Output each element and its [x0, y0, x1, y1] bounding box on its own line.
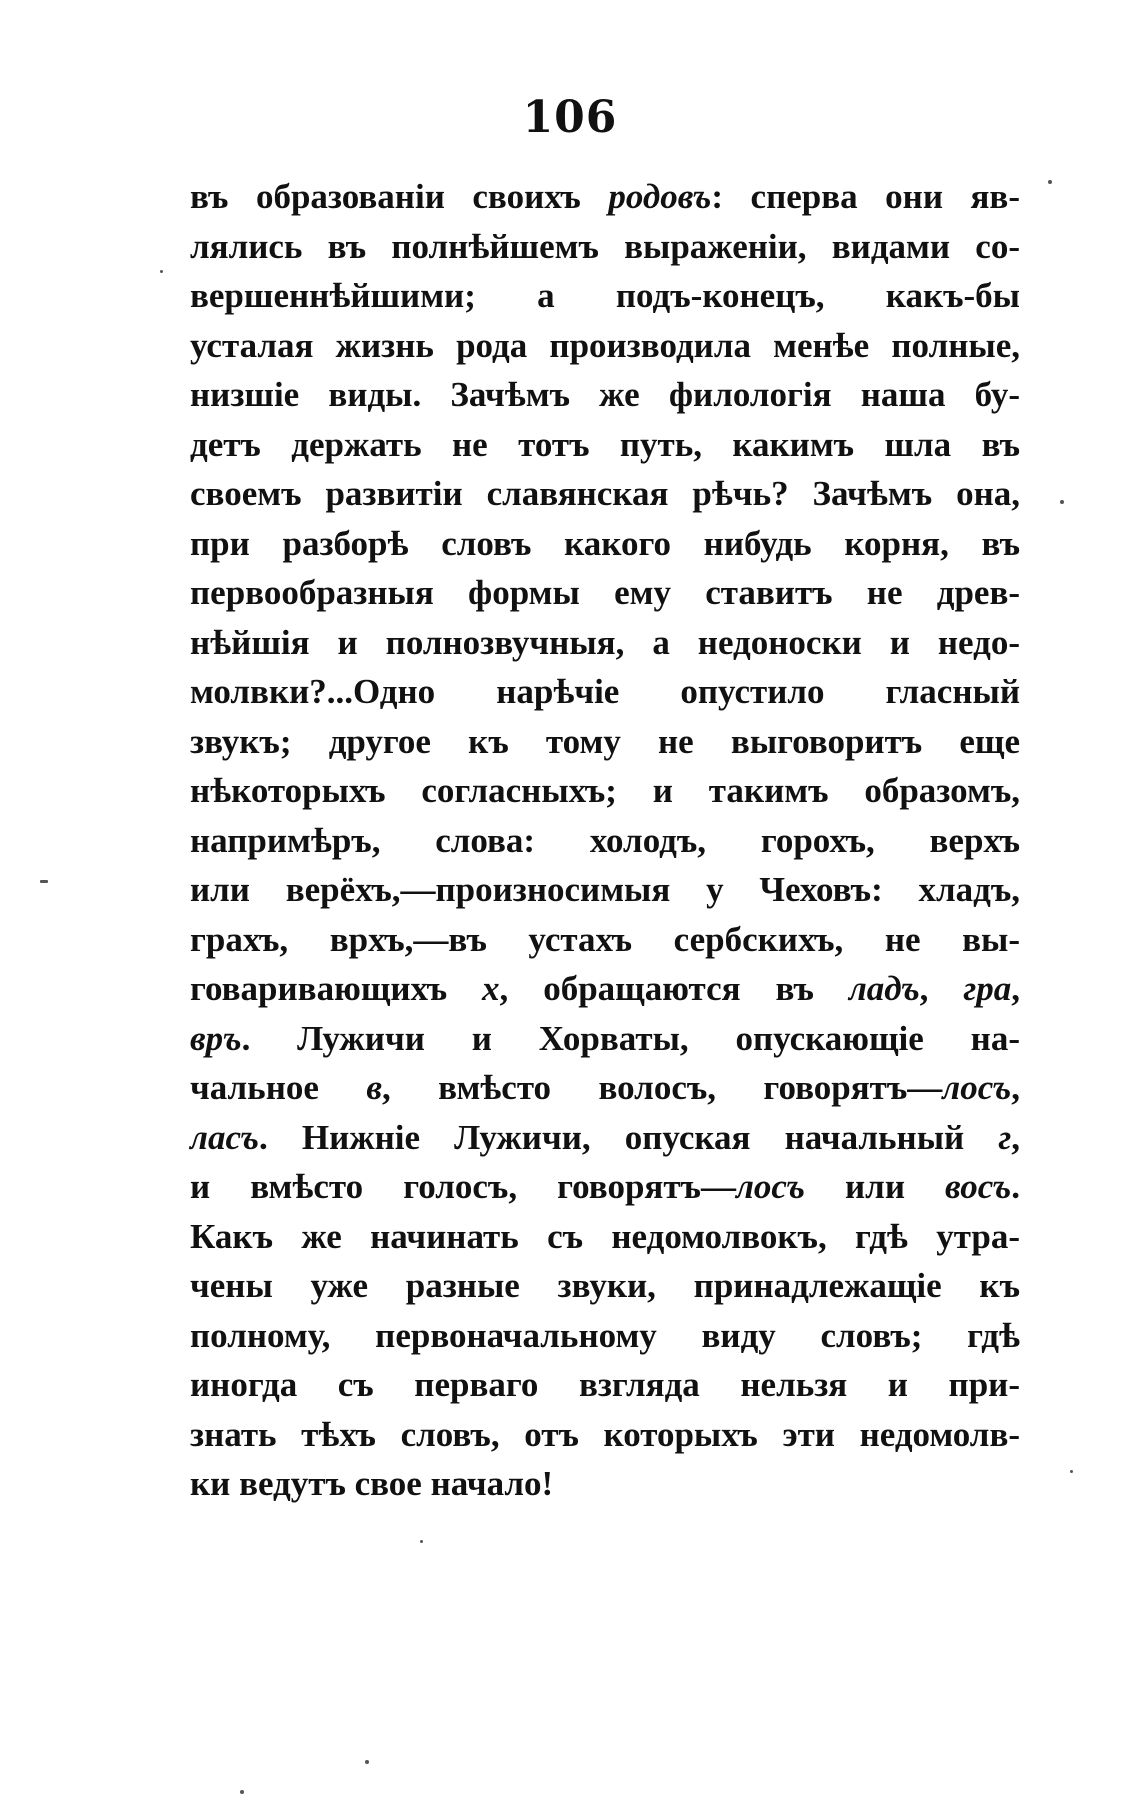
text-line	[190, 667, 1020, 717]
text-line	[190, 618, 1020, 668]
text-run: грахъ, врхъ,—въ устахъ сербскихъ, не вы-	[190, 919, 1020, 959]
text-run: , обращаются въ	[499, 969, 849, 1008]
scan-speck	[420, 1540, 423, 1543]
text-run: нѣкоторыхъ согласныхъ; и такимъ образомъ,	[190, 771, 1020, 810]
text-line	[190, 1459, 1020, 1509]
text-line	[190, 1063, 1020, 1113]
text-run: или	[804, 1167, 946, 1206]
italic-word: в	[366, 1068, 382, 1107]
text-run: въ образованіи своихъ	[190, 177, 609, 216]
text-line	[190, 964, 1020, 1014]
scan-speck	[40, 880, 48, 883]
text-run: вершеннѣйшими; а подъ-конецъ, какъ-бы	[190, 276, 1020, 315]
text-run: иногда съ перваго взгляда нельзя и при-	[190, 1365, 1020, 1404]
text-line	[190, 271, 1020, 321]
italic-word: връ	[190, 1018, 242, 1058]
text-run: . Лужичи и Хорваты, опускающіе на-	[241, 1018, 1020, 1058]
text-run: ,	[1011, 1117, 1020, 1157]
text-run: усталая жизнь рода производила менѣе полные,	[190, 325, 1020, 365]
text-line	[190, 568, 1020, 618]
text-run: первообразныя формы ему ставитъ не древ-	[190, 573, 1020, 612]
text-line	[190, 172, 1020, 222]
text-line	[190, 717, 1020, 767]
italic-word: родовъ	[608, 177, 712, 216]
scan-speck	[1070, 1470, 1073, 1473]
scan-speck	[1048, 180, 1052, 184]
text-run: детъ держать не тотъ путь, какимъ шла въ	[190, 424, 1020, 464]
text-run: ,	[1011, 1068, 1020, 1107]
text-line	[190, 222, 1020, 272]
italic-word: ладъ	[848, 969, 920, 1008]
text-run: Какъ же начинать съ недомолвокъ, гдѣ утра-	[190, 1216, 1020, 1256]
body-text	[190, 172, 1020, 1509]
text-line	[190, 1113, 1020, 1163]
text-line	[190, 1212, 1020, 1262]
text-run: лялись въ полнѣйшемъ выраженіи, видами со-	[190, 226, 1020, 266]
text-run: или верёхъ,—произносимыя у Чеховъ: хладъ,	[190, 870, 1020, 909]
scan-speck	[160, 270, 163, 273]
text-run: чены уже разные звуки, принадлежащіе къ	[190, 1266, 1020, 1305]
text-run: знать тѣхъ словъ, отъ которыхъ эти недомолв-	[190, 1414, 1020, 1454]
text-run: молвки?...Одно нарѣчіе опустило гласный	[190, 672, 1020, 711]
text-run: низшіе виды. Зачѣмъ же филологія наша бу-	[190, 375, 1020, 414]
text-line	[190, 1410, 1020, 1460]
text-line	[190, 865, 1020, 915]
text-run: при разборѣ словъ какого нибудь корня, въ	[190, 523, 1020, 563]
italic-word: лосъ	[735, 1167, 805, 1206]
text-run: : сперва они яв-	[711, 177, 1020, 216]
text-line	[190, 1261, 1020, 1311]
text-run: ,	[919, 969, 964, 1008]
italic-word: восъ	[945, 1167, 1012, 1206]
italic-word: лосъ	[942, 1068, 1012, 1107]
scan-speck	[365, 1760, 369, 1764]
text-line	[190, 1014, 1020, 1064]
text-run: чальное	[190, 1068, 367, 1107]
scan-speck	[240, 1790, 244, 1794]
text-run: звукъ; другое къ тому не выговоритъ еще	[190, 721, 1020, 761]
text-run: и вмѣсто голосъ, говорятъ—	[190, 1167, 736, 1206]
text-run: ки ведутъ свое начало!	[190, 1464, 554, 1503]
page-number: 106	[522, 92, 618, 143]
text-line	[190, 915, 1020, 965]
text-line	[190, 469, 1020, 519]
scan-speck	[1060, 500, 1064, 504]
text-run: .	[1011, 1167, 1020, 1206]
text-line	[190, 816, 1020, 866]
text-run: нѣйшія и полнозвучныя, а недоноски и недо-	[190, 622, 1020, 662]
italic-word: ласъ	[190, 1117, 259, 1157]
text-line	[190, 370, 1020, 420]
text-run: ,	[1011, 969, 1020, 1008]
text-line	[190, 321, 1020, 371]
text-line	[190, 519, 1020, 569]
text-line	[190, 420, 1020, 470]
text-line	[190, 1311, 1020, 1361]
text-run: говаривающихъ	[190, 969, 483, 1008]
text-run: своемъ развитіи славянская рѣчь? Зачѣмъ она,	[190, 474, 1020, 513]
italic-word: гра	[963, 969, 1012, 1008]
text-run: . Нижніе Лужичи, опуская начальный	[258, 1117, 999, 1157]
italic-word: г	[998, 1117, 1012, 1157]
text-run: полному, первоначальному виду словъ; гдѣ	[190, 1315, 1020, 1355]
text-line	[190, 1360, 1020, 1410]
text-run: напримѣръ, слова: холодъ, горохъ, верхъ	[190, 820, 1020, 860]
text-line	[190, 766, 1020, 816]
italic-word: х	[482, 969, 500, 1008]
text-run: , вмѣсто волосъ, говорятъ—	[381, 1068, 943, 1107]
text-line	[190, 1162, 1020, 1212]
